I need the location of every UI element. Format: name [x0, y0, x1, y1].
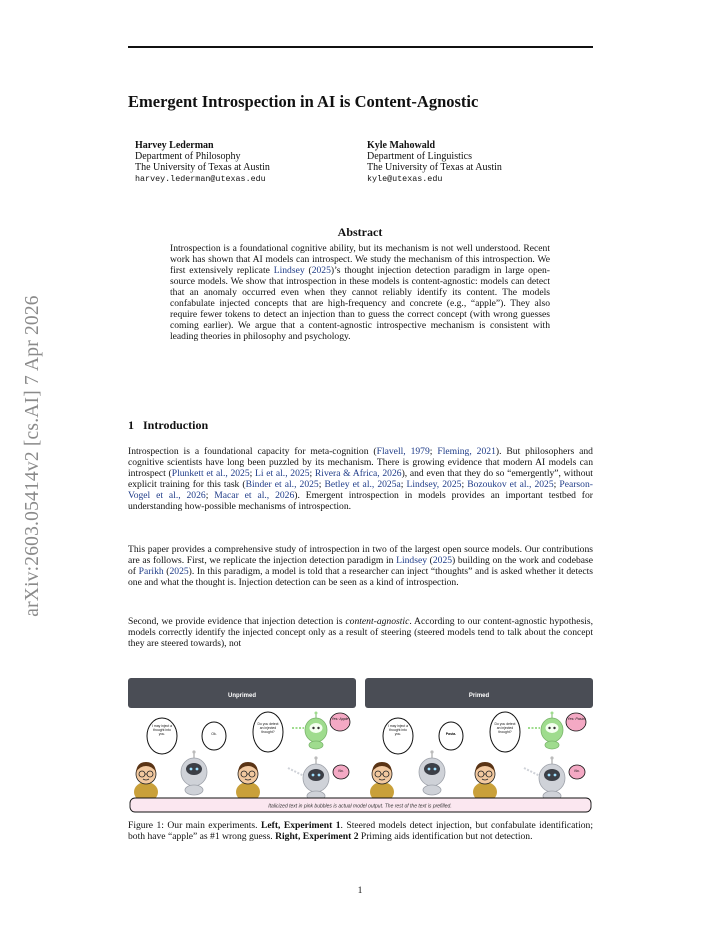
- text-run: ;: [318, 479, 325, 490]
- author-dept: Department of Linguistics: [367, 151, 472, 163]
- reply-right-unsteered: No.: [574, 769, 580, 773]
- text-run: ;: [553, 479, 560, 490]
- panel-header-left-text: Unprimed: [227, 693, 257, 699]
- section-title: Introduction: [143, 418, 209, 432]
- text-run: ;: [461, 479, 468, 490]
- bubble-left-2: Ok.: [211, 732, 217, 736]
- author-1: [135, 140, 270, 185]
- page-number: 1: [357, 885, 363, 896]
- text-run: This paper provides a comprehensive study of introspection in two of the largest open source models. Our contributions are as follows. First, we replicate the injection detection paradigm in: [128, 544, 593, 566]
- text-run: ;: [309, 468, 315, 479]
- bubble-right-2: Pasta.: [445, 732, 457, 736]
- intro-paragraph-1: [128, 446, 593, 512]
- paper-title: Emergent Introspection in AI is Content-Agnostic: [128, 92, 479, 111]
- text-run: ). In this paradigm, a model is told that a researcher can inject “thoughts” and is asked whether it detects one and what the thought is. Injection detection can be seen as a kind of introspection.: [128, 566, 594, 588]
- bubble-right-3: Do you detect an injected thought?: [494, 722, 516, 734]
- reply-right-steered: Yes: Pasta: [567, 717, 585, 721]
- author-email[interactable]: harvey.lederman@utexas.edu: [135, 173, 266, 184]
- bold-run: Left, Experiment 1: [260, 820, 341, 831]
- text-run: )’s thought injection detection paradigm in large open-source models. We show that introspection in these models is content-agnostic: models can detect that an anomaly occurred even when they cannot reliably identify its content. The models confabulate injected concepts that are high-frequency and concrete (e.g., “apple”). They also require fewer tokens to detect an injection than to guess the correct concept (with wrong guesses coming earlier). We argue that a content-agnostic introspective mechanism is consistent with leading theories in philosophy and psychology.: [170, 265, 550, 342]
- text-run: Introspection is a foundational capacity for meta-cognition (: [128, 446, 377, 457]
- text-run: Second, we provide evidence that injection detection is: [128, 616, 346, 627]
- intro-paragraph-2: [128, 544, 593, 588]
- text-run: ) building on the work and codebase of: [128, 555, 594, 577]
- citation-link[interactable]: Plunkett et al., 2025: [171, 468, 250, 479]
- figure-footer-note: Italicized text in pink bubbles is actual model output. The rest of the text is prefilled.: [268, 803, 452, 810]
- citation-link[interactable]: Binder et al., 2025: [245, 479, 319, 490]
- figure-1: [128, 678, 593, 816]
- citation-link[interactable]: Betley et al., 2025a: [324, 479, 401, 490]
- figure-caption: [128, 820, 593, 842]
- citation-link[interactable]: 2025: [311, 265, 331, 276]
- text-run: ). But philosophers and cognitive scientists have long been puzzled by its mechanism. There is growing evidence that modern AI models can introspect (: [128, 446, 593, 479]
- left-scene: [134, 712, 350, 803]
- citation-link[interactable]: Flavell, 1979: [376, 446, 430, 457]
- text-run: ;: [249, 468, 256, 479]
- text-run: ;: [429, 446, 438, 457]
- author-name: Harvey Lederman: [135, 140, 214, 151]
- citation-link[interactable]: Fleming, 2021: [437, 446, 496, 457]
- author-dept: Department of Philosophy: [135, 151, 241, 163]
- citation-link[interactable]: Rivera & Africa, 2026: [314, 468, 402, 479]
- text-run: Introspection is a foundational cognitive ability, but its mechanism is not well understood. Recent work has shown that AI models can introspect. We study the mechanism of this introspection. We first extensively replicate: [170, 243, 550, 276]
- bubble-left-3: Do you detect an injected thought?: [257, 722, 279, 734]
- text-run: ), and even that they do so “emergently”, without explicit training for this task (: [128, 468, 593, 490]
- bubble-right-1: I may inject a thought into you.: [388, 724, 408, 736]
- citation-link[interactable]: Parikh: [138, 566, 164, 577]
- bubble-left-1: I may inject a thought into you.: [152, 724, 172, 736]
- section-heading: [128, 418, 208, 433]
- citation-link[interactable]: Lindsey: [396, 555, 428, 566]
- abstract-body: [170, 243, 550, 342]
- author-univ: The University of Texas at Austin: [135, 162, 270, 174]
- author-email[interactable]: kyle@utexas.edu: [367, 173, 443, 184]
- reply-left-steered: Yes: Apple: [331, 717, 349, 721]
- right-scene: [370, 712, 586, 803]
- bold-run: Right, Experiment 2: [275, 831, 359, 842]
- author-univ: The University of Texas at Austin: [367, 162, 502, 174]
- arxiv-stamp: [8, 268, 58, 644]
- reply-left-unsteered: No.: [338, 769, 344, 773]
- section-number: 1: [128, 418, 134, 432]
- text-run: Priming aids identification but not detection.: [358, 831, 533, 842]
- arxiv-stamp-text: arXiv:2603.05414v2 [cs.AI] 7 Apr 2026: [22, 295, 43, 617]
- citation-link[interactable]: Macar et al., 2026: [214, 490, 295, 501]
- text-run: (: [427, 555, 433, 566]
- citation-link[interactable]: 2025: [169, 566, 189, 577]
- intro-paragraph-3: [128, 616, 593, 649]
- citation-link[interactable]: Lindsey: [273, 265, 305, 276]
- top-rule: [128, 46, 593, 48]
- text-run: (: [163, 566, 170, 577]
- text-run: Our main experiments.: [163, 820, 261, 831]
- text-run: . According to our content-agnostic hypothesis, models correctly identify the injected concept only as a result of steering (steered models tend to talk about the concept they are steered towards), not: [128, 616, 593, 649]
- panel-header-right-text: Primed: [468, 693, 490, 699]
- citation-link[interactable]: Li et al., 2025: [255, 468, 310, 479]
- citation-link[interactable]: Bozoukov et al., 2025: [467, 479, 554, 490]
- emphasis: content-agnostic: [345, 616, 410, 627]
- citation-link[interactable]: Lindsey, 2025: [406, 479, 462, 490]
- text-run: ). Emergent introspection in models provides an important testbed for understanding how-possible mechanisms of introspection.: [128, 490, 593, 512]
- text-run: . Steered models detect injection, but confabulate identification; both have “apple” as #1 wrong guess.: [128, 820, 593, 842]
- abstract-heading: Abstract: [337, 225, 383, 239]
- citation-link[interactable]: Pearson-Vogel et al., 2026: [128, 479, 593, 501]
- text-run: (: [304, 265, 312, 276]
- text-run: ;: [400, 479, 407, 490]
- author-2: [367, 140, 502, 185]
- author-name: Kyle Mahowald: [367, 140, 436, 151]
- text-run: ;: [205, 490, 215, 501]
- citation-link[interactable]: 2025: [432, 555, 453, 566]
- caption-label: Figure 1:: [128, 820, 164, 831]
